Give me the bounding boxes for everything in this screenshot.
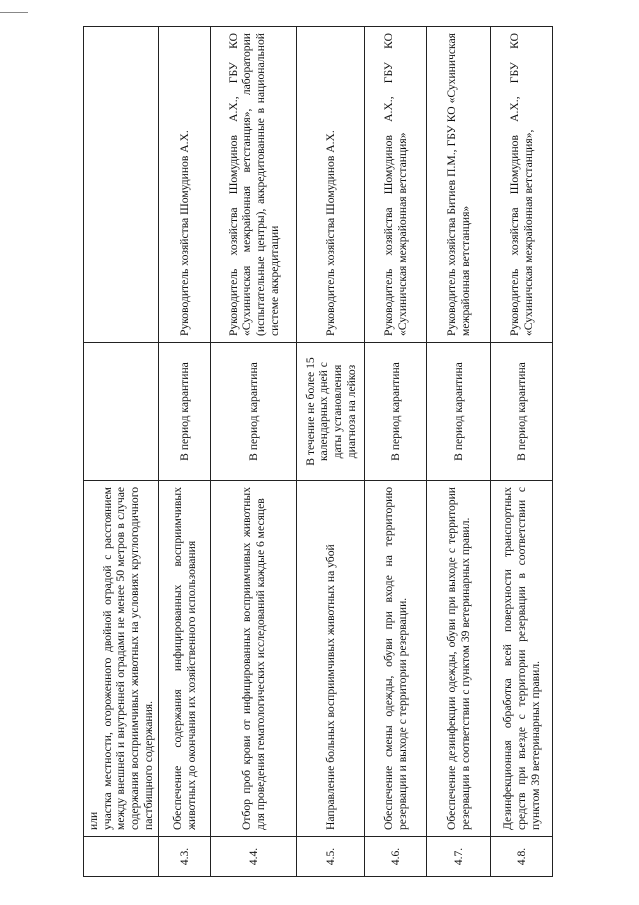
table-row [491, 27, 553, 877]
row-number: 4.5. [297, 837, 365, 877]
term-text [84, 343, 159, 481]
measure-text: Дезинфекционная обработка всей поверхности транспортных средств при въезде с территории резервации в соответствии с пунктом 39 ветеринарных правил. [491, 481, 553, 837]
responsible-text [84, 27, 159, 343]
table-row [427, 27, 491, 877]
term-text: В период карантина [211, 343, 297, 481]
quarantine-measures-table [83, 26, 553, 877]
table-row [365, 27, 427, 877]
table-row [84, 27, 159, 877]
row-number: 4.4. [211, 837, 297, 877]
table-row [211, 27, 297, 877]
responsible-text: Руководитель хозяйства Шомудинов А.Х., ГБУ КО «Сухиничская межрайонная ветстанция», лаборатории (испытательные центры), аккредитованные в национальной системе аккредитации [211, 27, 297, 343]
responsible-text: Руководитель хозяйства Битиев П.М., ГБУ КО «Сухиничская межрайонная ветстанция» [427, 27, 491, 343]
row-number: 4.7. [427, 837, 491, 877]
responsible-text: Руководитель хозяйства Шомудинов А.Х. [159, 27, 211, 343]
measure-text: Обеспечение смены одежды, обуви при входе на территорию резервации и выходе с территории резервации. [365, 481, 427, 837]
term-text: В период карантина [159, 343, 211, 481]
scan-edge-mark [0, 12, 28, 13]
responsible-text: Руководитель хозяйства Шомудинов А.Х. [297, 27, 365, 343]
responsible-text: Руководитель хозяйства Шомудинов А.Х., ГБУ КО «Сухиничская межрайонная ветстанция» [365, 27, 427, 343]
row-number: 4.8. [491, 837, 553, 877]
term-text: В период карантина [491, 343, 553, 481]
measure-text: Обеспечение дезинфекции одежды, обуви при выходе с территории резервации в соответствии с пунктом 39 ветеринарных правил. [427, 481, 491, 837]
row-number: 4.3. [159, 837, 211, 877]
measure-text: или участка местности, огороженного двойной оградой с расстоянием между внешней и внутренней оградами не менее 50 метров в случае содержания восприимчивых животных на условиях круглогодичного пастбищного содержания. [84, 481, 159, 837]
table-row [297, 27, 365, 877]
row-number: 4.6. [365, 837, 427, 877]
term-text: В течение не более 15 календарных дней с даты установления диагноза на лейкоз [297, 343, 365, 481]
measure-text: Направление больных восприимчивых животных на убой [297, 481, 365, 837]
responsible-text: Руководитель хозяйства Шомудинов А.Х., ГБУ КО «Сухиничская межрайонная ветстанция», [491, 27, 553, 343]
row-number [84, 837, 159, 877]
term-text: В период карантина [427, 343, 491, 481]
measure-text: Обеспечение содержания инфицированных восприимчивых животных до окончания их хозяйственного использования [159, 481, 211, 837]
term-text: В период карантина [365, 343, 427, 481]
measure-text: Отбор проб крови от инфицированных восприимчивых животных для проведения гематологических исследований каждые 6 месяцев [211, 481, 297, 837]
table-row [159, 27, 211, 877]
